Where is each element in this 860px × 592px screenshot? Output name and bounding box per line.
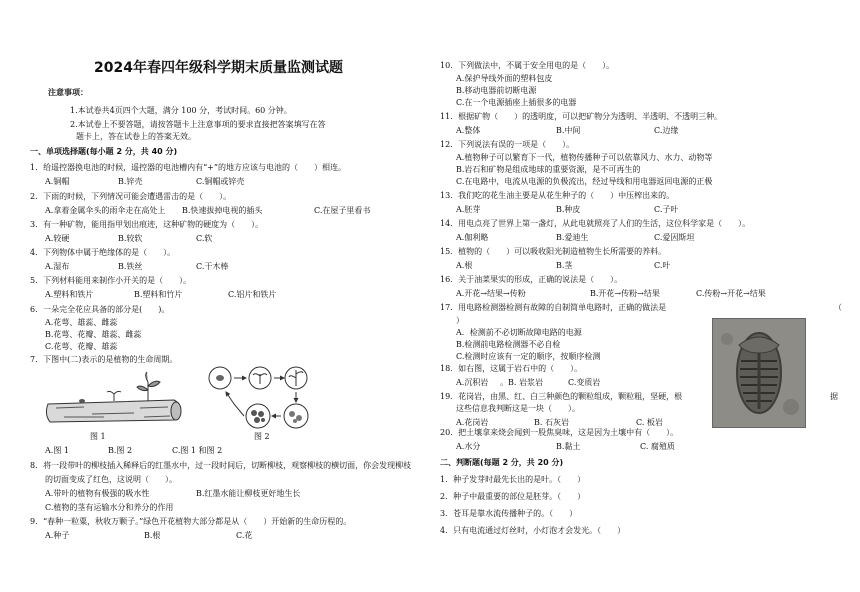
notice-item-2: 2.本试卷上不要答题，请按答题卡上注意事项的要求直接把答案填写在答 [70,120,326,129]
judgment-item-1: 1．种子发芽时最先长出的是叶。（ ） [440,475,586,484]
q3-stem: 3．有一种矿物，能用指甲划出痕迹，这种矿物的硬度为（ ）。 [30,220,264,229]
trilobite-fossil-photo [712,318,806,428]
q10-stem: 10．下列做法中，不属于安全用电的是（ ）。 [440,61,615,70]
q16-option-a: A.开花→结果→传粉 [456,289,526,298]
q13-option-c: C.子叶 [654,205,679,214]
q4-stem: 4．下列物体中属于绝缘体的是（ ）。 [30,248,176,257]
notice-item-2-cont: 题卡上，答在试卷上的答案无效。 [76,132,196,141]
q11-option-c: C.边缘 [654,126,679,135]
q15-option-b: B.茎 [556,261,573,270]
q17-option-c: C.检测时应该有一定的顺序，按顺序检测 [456,352,601,361]
q12-option-a: A.植物种子可以繁育下一代，植物传播种子可以依靠风力、水力、动物等 [456,153,713,162]
q10-option-b: B.移动电器前切断电源 [456,86,537,95]
section2-heading: 二、判断题(每题 2 分，共 20 分) [440,458,564,467]
q19-stem-cont: 这些信息我判断这是一块（ ）。 [456,404,580,413]
q10-option-c: C.在一个电源插座上插很多的电器 [456,98,577,107]
q7-stem: 7．下图中(二)表示的是植物的生命周期。 [30,355,178,364]
q12-option-b: B.岩石和矿物是组成地球的重要资源，是不可再生的 [456,165,641,174]
q9-stem: 9．“春种一粒粟，秋收万颗子。”绿色开花植物大部分都是从（ ）开始新的生命历程的。 [30,517,352,526]
q15-option-a: A.根 [456,261,473,270]
q13-option-b: B.种皮 [556,205,581,214]
q20-option-b: B.黏土 [556,442,581,451]
figure-2-cycle-diagram [206,364,310,432]
judgment-item-2: 2．种子中最重要的部位是胚芽。（ ） [440,492,586,501]
q19-option-b: B. 石灰岩 [534,418,569,427]
q11-option-a: A.整体 [456,126,481,135]
q18-stem: 18．如右图，这属于岩石中的（ ）。 [440,364,583,373]
section1-heading: 一、单项选择题(每小题 2 分，共 40 分) [30,147,178,156]
notice-item-1: 1.本试卷共4页四个大题，满分 100 分，考试时间。60 分钟。 [70,106,292,115]
q8-option-c: C.植物的茎有运输水分和养分的作用 [45,503,174,512]
q5-option-c: C.铝片和铁片 [228,290,277,299]
q2-option-a: A.拿着金属伞头的雨伞走在高处上 [45,206,166,215]
q11-stem: 11．根据矿物（ ）的透明度，可以把矿物分为透明、半透明、不透明三种。 [440,112,723,121]
q8-stem: 8．将一段带叶的柳枝插入稀释后的红墨水中，过一段时间后，切断柳枝，观察柳枝的横切面，你会发现柳枝 [30,461,412,470]
q7-option-b: B.图 2 [108,446,133,455]
figure-1-label: 图 1 [90,432,106,441]
q4-option-b: B.铁丝 [118,262,143,271]
q20-stem: 20．把土壤拿来烧会闻到一股焦臭味，这是因为土壤中有（ ）。 [440,428,679,437]
q12-stem: 12．下列说法有误的一项是（ ）。 [440,140,575,149]
q14-option-b: B.爱迪生 [556,233,589,242]
q1-option-b: B.锌壳 [118,177,143,186]
q2-stem: 2．下雨的时候，下列情况可能会遭遇雷击的是（ ）。 [30,192,232,201]
q14-option-c: C.爱因斯坦 [654,233,695,242]
q18-option-c: C.变质岩 [568,378,601,387]
q9-option-a: A.种子 [45,531,70,540]
q6-stem: 6．一朵完全花应具备的部分是( )。 [30,305,170,314]
judgment-item-3: 3．苍耳是靠水流传播种子的。（ ） [440,509,578,518]
q13-option-a: A.胚芽 [456,205,481,214]
q17-paren-close: ） [456,316,464,325]
q5-stem: 5．下列材料能用来制作小开关的是（ ）。 [30,276,192,285]
q9-option-c: C.花 [236,531,253,540]
figure-1-log-illustration [44,370,184,428]
q6-option-b: B.花萼、花瓣、雄蕊、雌蕊 [45,330,142,339]
q5-option-a: A.塑料和铁片 [45,290,94,299]
q8-option-a: A.带叶的植物有极强的吸水性 [45,489,150,498]
q1-option-a: A.铜帽 [45,177,70,186]
q3-option-c: C.软 [196,234,213,243]
q2-option-b: B.快速拔掉电视的插头 [182,206,263,215]
q16-option-b: B.开花→传粉→结果 [590,289,660,298]
q19-stem-tail: 据 [830,392,838,401]
q15-option-c: C.叶 [654,261,671,270]
q5-option-b: B.塑料和竹片 [134,290,183,299]
q17-option-a: A．检测前不必切断故障电路的电源 [456,328,582,337]
q16-option-c: C.传粉→开花→结果 [696,289,766,298]
q17-paren-open: （ [834,303,842,312]
q13-stem: 13．我们吃的花生油主要是从花生种子的（ ）中压榨出来的。 [440,191,675,200]
q3-option-b: B.较软 [118,234,143,243]
q18-option-b: 。B. 岩浆岩 [500,378,543,387]
q4-option-c: C.干木棒 [196,262,229,271]
q19-stem: 19．花岗岩，由黑、红、白三种颜色的颗粒组成，颗粒粗，坚硬，根 [440,392,683,401]
q6-option-a: A.花萼、雄蕊、雌蕊 [45,318,118,327]
notice-heading: 注意事项： [48,88,88,97]
q20-option-a: A.水分 [456,442,481,451]
q14-option-a: A.伽利略 [456,233,489,242]
q20-option-c: C. 腐殖质 [640,442,675,451]
q12-option-c: C.在电路中，电流从电源的负极流出，经过导线和用电器返回电源的正极 [456,177,713,186]
figure-2-label: 图 2 [254,432,270,441]
q7-option-a: A.图 1 [45,446,69,455]
q19-option-c: C. 板岩 [636,418,663,427]
q8-option-b: B.红墨水能让柳枝更好地生长 [196,489,301,498]
q9-option-b: B.根 [144,531,161,540]
q3-option-a: A.较硬 [45,234,70,243]
q8-stem-cont: 的切面变成了红色，这说明（ ）。 [45,475,177,484]
q17-option-b: B.检测前电路检测器不必自检 [456,340,561,349]
q19-option-a: A.花岗岩 [456,418,489,427]
q6-option-c: C.花萼、花瓣、雄蕊 [45,342,118,351]
q17-stem: 17．用电路检测器检测有故障的自制简单电路时，正确的做法是 [440,303,667,312]
q1-option-c: C.铜帽或锌壳 [196,177,245,186]
q4-option-a: A.湿布 [45,262,70,271]
q7-option-c: C.图 1 和图 2 [172,446,223,455]
q10-option-a: A.保护导线外面的塑料包皮 [456,74,553,83]
q16-stem: 16．关于油菜果实的形成，正确的说法是（ ）。 [440,275,623,284]
judgment-item-4: 4．只有电流通过灯丝时，小灯泡才会发光。（ ） [440,526,626,535]
q2-option-c: C.在屋子里看书 [314,206,371,215]
page-title: 2024年春四年级科学期末质量监测试题 [94,60,343,76]
q1-stem: 1．给遥控器换电池的时候，遥控器的电池槽内有“+”的地方应该与电池的（ ）相连。 [30,163,346,172]
q14-stem: 14．用电点亮了世界上第一盏灯，从此电就照亮了人们的生活，这位科学家是（ ）。 [440,219,751,228]
q18-option-a: A.沉积岩 [456,378,489,387]
q11-option-b: B.中间 [556,126,581,135]
q15-stem: 15．植物的（ ）可以吸收阳光制造植物生长所需要的养料。 [440,247,667,256]
